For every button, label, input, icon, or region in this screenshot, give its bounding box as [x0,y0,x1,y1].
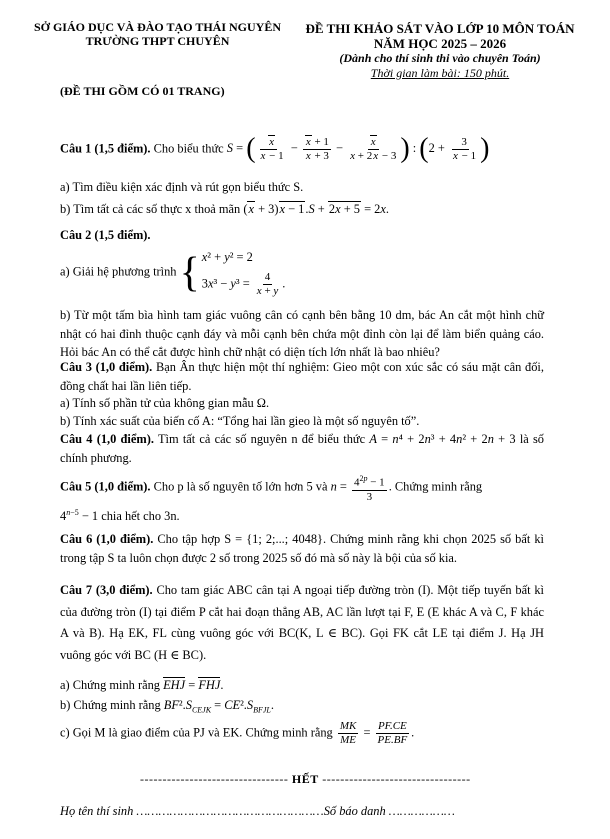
footer-candidate-info [60,804,455,819]
question-5: Câu 5 (1,0 điểm). Cho p là số nguyên tố lớn hơn 5 và n = $\frac{4^{2p} - 1}{3}$ . Chứng minh rằng [60,474,483,503]
question-4: Câu 4 (1,0 điểm). Tìm tất cả các số nguyên n để biểu thức A = n⁴ + 2n³ + 4n² + 2n + 3 là số chính phương. [60,432,545,465]
q2-label: Câu 2 (1,5 điểm). [60,228,151,242]
q1-part-a: a) Tìm điều kiện xác định và rút gọn biểu thức S. [60,180,304,194]
department-name: SỞ GIÁO DỤC VÀ ĐÀO TẠO THÁI NGUYÊN [33,20,282,34]
q5-line-2: $4^{n-5} - 1$ chia hết cho 3n. [60,508,180,524]
candidate-id-field: Số báo danh ……………… [323,804,455,818]
q3-part-b: b) Tính xác suất của biến cố A: “Tổng hai lần gieo là một số nguyên tố”. [60,414,420,428]
header-left [30,20,285,48]
q1-intro: Cho biểu thức [153,141,224,156]
exam-time: Thời gian làm bài: 150 phút. [370,65,510,80]
page-count-note: (ĐỀ THI GỒM CÓ 01 TRANG) [60,84,225,98]
q2-part-b: b) Từ một tấm bìa hình tam giác vuông cân có cạnh bên bằng 10 dm, bác An cắt một hình chữ nhật có hai đỉnh thuộc cạnh đáy và mỗi cạnh bên chứa một đỉnh còn lại để làm biển quảng cáo. Hỏi bác An có thể cắt được hình chữ nhật có diện tích lớn nhất là bao nhiêu? [60,308,544,359]
q3-part-a: a) Tính số phần tử của không gian mẫu Ω. [60,396,270,410]
q7-part-c: c) Gọi M là giao điểm của PJ và EK. Chứng minh rằng $\frac{MK}{ME}$ = $\frac{PF.CE}{PE.BF}$ . [60,720,415,746]
q1-part-b: b) Tìm tất cả các số thực x thoả mãn (x + 3)x − 1.S + 2x + 5 = 2x. [60,202,389,216]
candidate-name-field: Họ tên thí sinh …………………………………………… [60,804,324,818]
q7-part-b: b) Chứng minh rằng $BF^2.S_{CEJK} = CE^2.S_{BFJL}$. [60,698,274,715]
question-6: Câu 6 (1,0 điểm). Cho tập hợp S = {1; 2;...; 4048}. Chứng minh rằng khi chọn 2025 số bất kì trong tập S ta luôn chọn được 2 số trong 2025 số đó mà số này là bội của số kia. [60,532,544,565]
end-mark: --------------------------------- HẾT --------------------------------- [140,772,471,786]
school-year: NĂM HỌC 2025 – 2026 [373,35,507,51]
header-right [285,22,595,80]
q1-label: Câu 1 (1,5 điểm). [60,141,151,156]
equation-system: { x² + y² = 2 3x³ − y³ = $\frac{4}{x + y}$ . [179,249,286,297]
question-3: Câu 3 (1,0 điểm). Bạn Ân thực hiện một thí nghiệm: Gieo một con xúc sắc có sáu mặt cân đối, đồng chất hai lần liên tiếp. [60,360,544,393]
school-name: TRƯỜNG THPT CHUYÊN [85,34,230,48]
exam-title: ĐỀ THI KHẢO SÁT VÀO LỚP 10 MÔN TOÁN [305,21,575,36]
q2-part-a: a) Giải hệ phương trình { x² + y² = 2 3x³ − y³ = $\frac{4}{x + y}$ . [60,249,286,297]
question-1 [60,133,544,165]
q1-formula: S = ( $\frac{x}{x - 1}$ − $\frac{x + 1}{x + 3}$ − $\frac{x}{x + 2x - 3}$ ) : (2 + $\frac{3}{x - 1}$ ) [226,133,490,165]
question-7: Câu 7 (3,0 điểm). Cho tam giác ABC cân tại A ngoại tiếp đường tròn (I). Một tiếp tuyến bất kì của đường tròn (I) tại điểm P cắt hai đoạn thẳng AB, AC lần lượt tại F, E (E khác A và C, F khác A và B). Hạ EK, FL cùng vuông góc với BC(K, L ∈ BC). Gọi FK cắt LE tại điểm J. Hạ JH vuông góc với BC (H ∈ BC). [60,583,544,662]
exam-audience: (Dành cho thí sinh thi vào chuyên Toán) [339,51,541,65]
q7-part-a: a) Chứng minh rằng EHJ = FHJ. [60,678,224,692]
